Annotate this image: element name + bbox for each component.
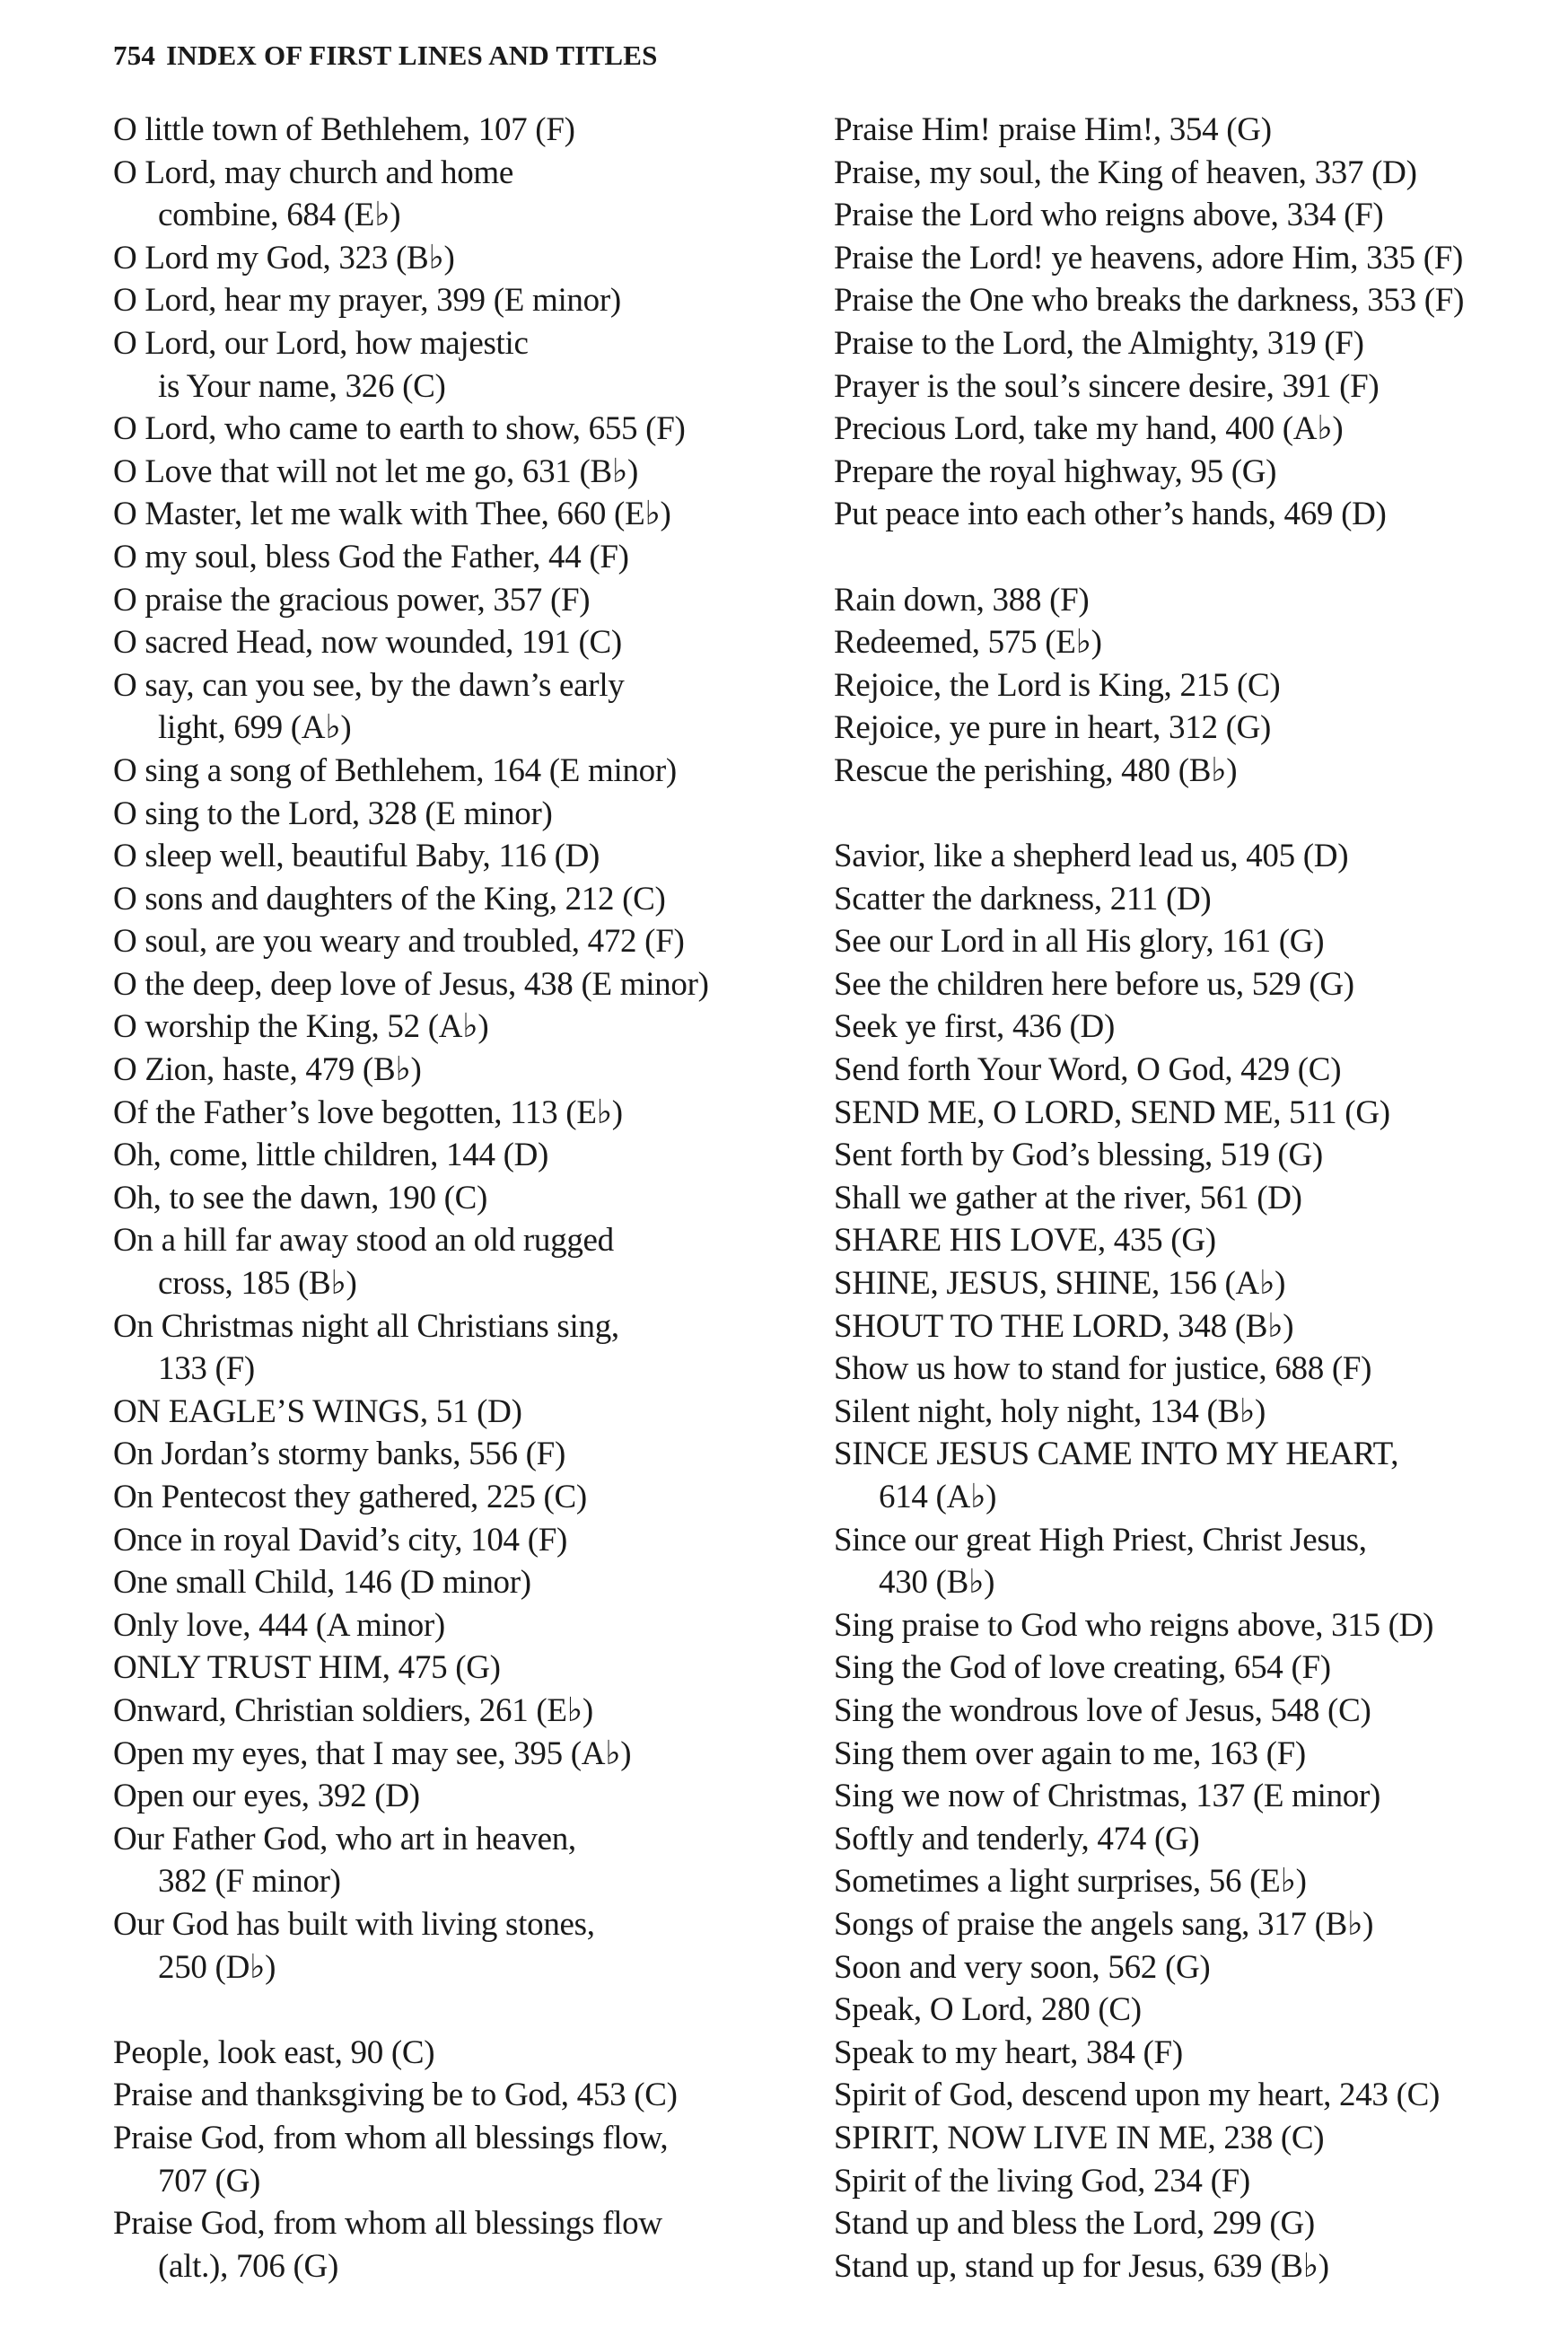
index-entry: Savior, like a shepherd lead us, 405 (D) (834, 838, 1349, 875)
index-entry: O soul, are you weary and troubled, 472 (F) (113, 923, 685, 961)
index-entry: Softly and tenderly, 474 (G) (834, 1820, 1200, 1857)
page-header (113, 40, 658, 72)
index-entry: O Lord my God, 323 (B♭) (113, 239, 455, 277)
index-entry: O say, can you see, by the dawn’s early (113, 666, 625, 704)
index-entry: Praise and thanksgiving be to God, 453 (C) (113, 2077, 678, 2114)
index-entry: Shall we gather at the river, 561 (D) (834, 1179, 1302, 1216)
index-entry: Sing praise to God who reigns above, 315 (D) (834, 1606, 1434, 1644)
index-entry: SEND ME, O LORD, SEND ME, 511 (G) (834, 1093, 1390, 1131)
index-entry: People, look east, 90 (C) (113, 2033, 435, 2071)
index-entry: One small Child, 146 (D minor) (113, 1564, 531, 1602)
index-entry: Of the Father’s love begotten, 113 (E♭) (113, 1093, 623, 1131)
right-index-column (834, 109, 1464, 2288)
index-entry: Sing we now of Christmas, 137 (E minor) (834, 1778, 1381, 1815)
index-entry: Once in royal David’s city, 104 (F) (113, 1521, 568, 1559)
index-entry: O the deep, deep love of Jesus, 438 (E minor) (113, 965, 709, 1003)
index-entry: SHINE, JESUS, SHINE, 156 (A♭) (834, 1265, 1286, 1303)
index-entry: Prayer is the soul’s sincere desire, 391 (F) (834, 367, 1380, 405)
index-entry: Open our eyes, 392 (D) (113, 1778, 420, 1815)
index-entry: Sing the God of love creating, 654 (F) (834, 1649, 1331, 1687)
index-entry: O sleep well, beautiful Baby, 116 (D) (113, 838, 600, 875)
index-entry: Sent forth by God’s blessing, 519 (G) (834, 1137, 1323, 1174)
index-entry: O Lord, who came to earth to show, 655 (F) (113, 410, 686, 448)
index-entry: Stand up, stand up for Jesus, 639 (B♭) (834, 2247, 1329, 2285)
section-spacer (834, 536, 1464, 579)
index-entry: Since our great High Priest, Christ Jesus, (834, 1521, 1367, 1559)
index-entry: Speak, O Lord, 280 (C) (834, 1991, 1142, 2029)
index-entry-continuation: 133 (F) (158, 1350, 255, 1388)
index-entry: Put peace into each other’s hands, 469 (D) (834, 496, 1387, 533)
index-entry: Send forth Your Word, O God, 429 (C) (834, 1051, 1342, 1089)
page-number: 754 (113, 40, 156, 71)
index-entry: Praise God, from whom all blessings flow (113, 2205, 662, 2243)
index-entry: Seek ye first, 436 (D) (834, 1008, 1115, 1046)
index-entry: Precious Lord, take my hand, 400 (A♭) (834, 410, 1344, 448)
index-entry: Speak to my heart, 384 (F) (834, 2033, 1183, 2071)
index-entry: See the children here before us, 529 (G) (834, 965, 1354, 1003)
index-entry: ONLY TRUST HIM, 475 (G) (113, 1649, 501, 1687)
index-entry: Open my eyes, that I may see, 395 (A♭) (113, 1734, 632, 1772)
left-index-column (113, 109, 709, 2288)
index-entry: Rain down, 388 (F) (834, 581, 1090, 619)
index-entry-continuation: (alt.), 706 (G) (158, 2247, 338, 2285)
index-entry: See our Lord in all His glory, 161 (G) (834, 923, 1325, 961)
index-entry: O Lord, hear my prayer, 399 (E minor) (113, 282, 621, 320)
index-entry: On a hill far away stood an old rugged (113, 1222, 614, 1260)
section-spacer (834, 793, 1464, 836)
index-entry: Oh, come, little children, 144 (D) (113, 1137, 549, 1174)
index-entry: O little town of Bethlehem, 107 (F) (113, 111, 575, 148)
index-entry: Redeemed, 575 (E♭) (834, 624, 1102, 662)
page-title: INDEX OF FIRST LINES AND TITLES (166, 40, 658, 71)
index-entry: Prepare the royal highway, 95 (G) (834, 452, 1277, 490)
index-entry: Praise, my soul, the King of heaven, 337 (D) (834, 154, 1417, 191)
index-entry: O Lord, our Lord, how majestic (113, 324, 529, 362)
index-entry: Songs of praise the angels sang, 317 (B♭) (834, 1905, 1374, 1943)
index-entry: Praise the Lord! ye heavens, adore Him, 335 (F) (834, 239, 1464, 277)
index-entry: Spirit of the living God, 234 (F) (834, 2162, 1250, 2200)
index-entry: O worship the King, 52 (A♭) (113, 1008, 489, 1046)
index-entry: O my soul, bless God the Father, 44 (F) (113, 538, 629, 575)
index-entry: Our Father God, who art in heaven, (113, 1820, 576, 1857)
index-entry: Only love, 444 (A minor) (113, 1606, 445, 1644)
index-entry-continuation: 614 (A♭) (879, 1479, 997, 1515)
index-entry: On Pentecost they gathered, 225 (C) (113, 1479, 587, 1515)
index-entry: Spirit of God, descend upon my heart, 243 (C) (834, 2077, 1440, 2114)
index-entry: Rescue the perishing, 480 (B♭) (834, 751, 1238, 789)
index-entry: Praise the Lord who reigns above, 334 (F) (834, 197, 1384, 234)
index-entry: Praise Him! praise Him!, 354 (G) (834, 111, 1272, 148)
index-entry: Praise to the Lord, the Almighty, 319 (F) (834, 324, 1364, 362)
index-entry: Scatter the darkness, 211 (D) (834, 880, 1212, 918)
index-entry: O Master, let me walk with Thee, 660 (E♭) (113, 496, 671, 533)
index-entry-continuation: 382 (F minor) (158, 1863, 341, 1901)
index-entry: ON EAGLE’S WINGS, 51 (D) (113, 1392, 522, 1430)
index-entry: SPIRIT, NOW LIVE IN ME, 238 (C) (834, 2119, 1325, 2156)
index-entry: Our God has built with living stones, (113, 1905, 595, 1943)
index-entry: On Christmas night all Christians sing, (113, 1307, 619, 1345)
index-entry-continuation: 250 (D♭) (158, 1948, 276, 1986)
index-entry: Rejoice, the Lord is King, 215 (C) (834, 666, 1281, 704)
index-entry: SHOUT TO THE LORD, 348 (B♭) (834, 1307, 1294, 1345)
index-entry: O sons and daughters of the King, 212 (C) (113, 880, 666, 918)
index-entry: O sacred Head, now wounded, 191 (C) (113, 624, 622, 662)
index-entry: Oh, to see the dawn, 190 (C) (113, 1179, 488, 1216)
index-entry-continuation: 707 (G) (158, 2162, 261, 2200)
index-entry: O Love that will not let me go, 631 (B♭) (113, 452, 639, 490)
index-entry-continuation: is Your name, 326 (C) (158, 367, 446, 405)
index-entry: Show us how to stand for justice, 688 (F) (834, 1350, 1372, 1388)
index-entry: SHARE HIS LOVE, 435 (G) (834, 1222, 1216, 1260)
index-entry: Sometimes a light surprises, 56 (E♭) (834, 1863, 1307, 1901)
index-entry: Onward, Christian soldiers, 261 (E♭) (113, 1691, 593, 1729)
index-entry: Sing the wondrous love of Jesus, 548 (C) (834, 1691, 1371, 1729)
index-entry: O sing a song of Bethlehem, 164 (E minor) (113, 751, 677, 789)
index-entry-continuation: cross, 185 (B♭) (158, 1265, 357, 1303)
index-entry: Rejoice, ye pure in heart, 312 (G) (834, 709, 1272, 747)
index-entry: O Lord, may church and home (113, 154, 514, 191)
index-entry: SINCE JESUS CAME INTO MY HEART, (834, 1436, 1399, 1473)
index-entry: On Jordan’s stormy banks, 556 (F) (113, 1436, 565, 1473)
index-entry: Sing them over again to me, 163 (F) (834, 1734, 1306, 1772)
index-entry: Praise the One who breaks the darkness, 353 (F) (834, 282, 1465, 320)
index-entry: Stand up and bless the Lord, 299 (G) (834, 2205, 1315, 2243)
index-entry: O praise the gracious power, 357 (F) (113, 581, 591, 619)
section-spacer (113, 1989, 709, 2032)
index-entry-continuation: 430 (B♭) (879, 1564, 995, 1602)
index-entry: O sing to the Lord, 328 (E minor) (113, 795, 553, 832)
index-entry: O Zion, haste, 479 (B♭) (113, 1051, 422, 1089)
index-entry: Soon and very soon, 562 (G) (834, 1948, 1211, 1986)
index-entry-continuation: light, 699 (A♭) (158, 709, 352, 747)
index-entry: Silent night, holy night, 134 (B♭) (834, 1392, 1266, 1430)
index-entry: Praise God, from whom all blessings flow, (113, 2119, 669, 2156)
index-entry-continuation: combine, 684 (E♭) (158, 197, 401, 234)
